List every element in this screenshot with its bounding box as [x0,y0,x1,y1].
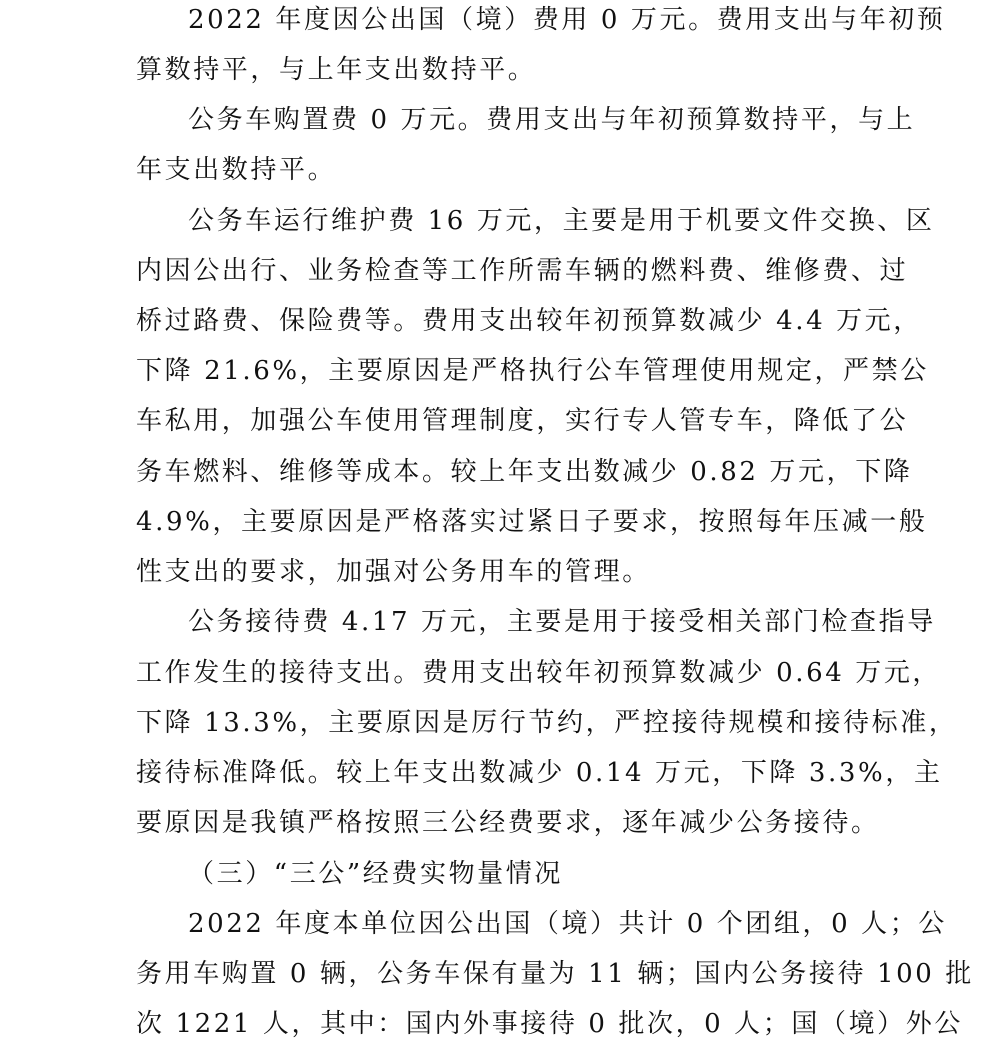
paragraph-3-line-3: 桥过路费、保险费等。费用支出较年初预算数减少 4.4 万元， [136,306,922,336]
section-heading: （三）“三公”经费实物量情况 [188,859,563,889]
paragraph-6-line-3: 次 1221 人，其中：国内外事接待 0 批次，0 人；国（境）外公 [136,1009,963,1039]
paragraph-4-line-4: 接待标准降低。较上年支出数减少 0.14 万元，下降 3.3%，主 [136,758,943,788]
paragraph-4-line-1: 公务接待费 4.17 万元，主要是用于接受相关部门检查指导 [188,607,936,637]
paragraph-6-line-2: 务用车购置 0 辆，公务车保有量为 11 辆；国内公务接待 100 批 [136,959,974,989]
paragraph-2-line-2: 年支出数持平。 [136,155,337,185]
paragraph-3-line-7: 4.9%，主要原因是严格落实过紧日子要求，按照每年压减一般 [136,507,928,537]
paragraph-4-line-5: 要原因是我镇严格按照三公经费要求，逐年减少公务接待。 [136,808,880,838]
paragraph-1-line-2: 算数持平，与上年支出数持平。 [136,55,537,85]
paragraph-3-line-6: 务车燃料、维修等成本。较上年支出数减少 0.82 万元，下降 [136,457,913,487]
paragraph-3-line-2: 内因公出行、业务检查等工作所需车辆的燃料费、维修费、过 [136,256,909,286]
paragraph-4-line-3: 下降 13.3%，主要原因是厉行节约，严控接待规模和接待标准， [136,708,958,738]
paragraph-1-line-1: 2022 年度因公出国（境）费用 0 万元。费用支出与年初预 [188,5,946,35]
paragraph-3-line-8: 性支出的要求，加强对公务用车的管理。 [136,557,651,587]
paragraph-4-line-2: 工作发生的接待支出。费用支出较年初预算数减少 0.64 万元， [136,658,942,688]
paragraph-3-line-4: 下降 21.6%，主要原因是严格执行公车管理使用规定，严禁公 [136,356,929,386]
paragraph-6-line-1: 2022 年度本单位因公出国（境）共计 0 个团组，0 人；公 [188,909,947,939]
paragraph-3-line-5: 车私用，加强公车使用管理制度，实行专人管专车，降低了公 [136,406,909,436]
paragraph-2-line-1: 公务车购置费 0 万元。费用支出与年初预算数持平，与上 [188,105,916,135]
paragraph-3-line-1: 公务车运行维护费 16 万元，主要是用于机要文件交换、区 [188,206,935,236]
